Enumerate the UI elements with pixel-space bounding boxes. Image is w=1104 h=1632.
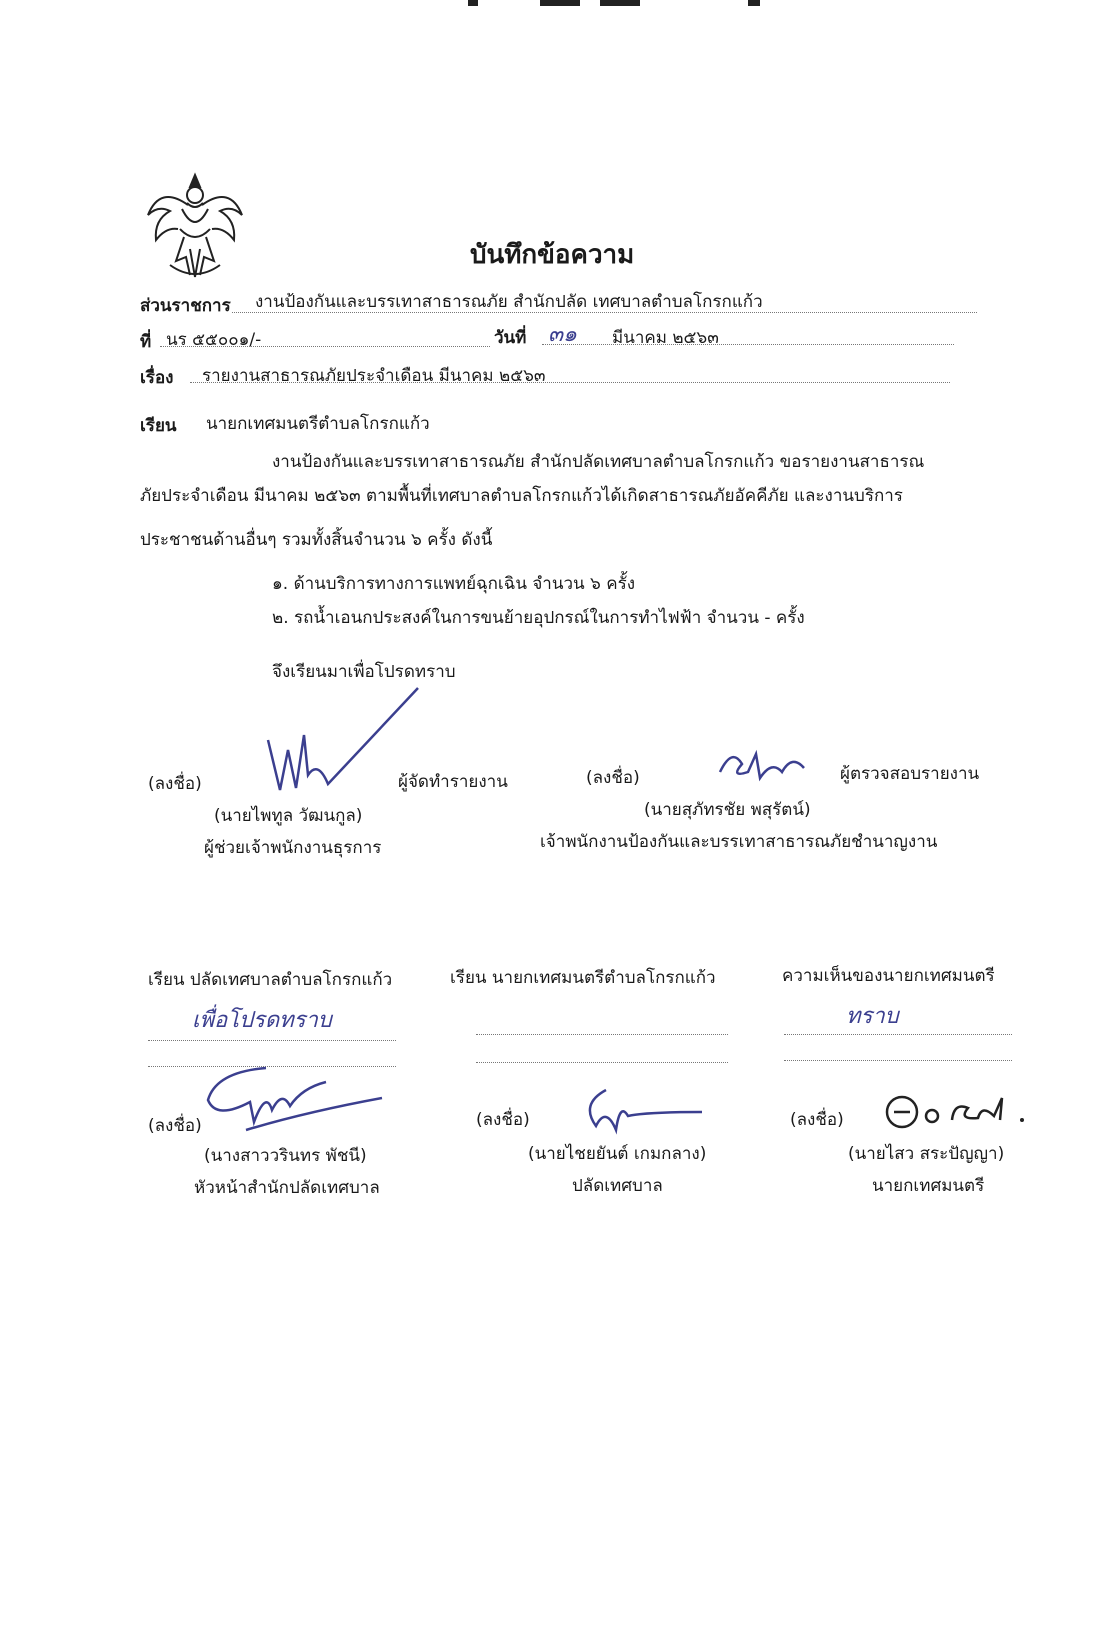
ref-dotted-line	[160, 346, 490, 347]
approval-col2-signature	[576, 1086, 706, 1136]
item-2: ๒. รถน้ำเอนกประสงค์ในการขนย้ายอุปกรณ์ในการทำไฟฟ้า จำนวน - ครั้ง	[272, 608, 805, 628]
approval-col3-dotted-line	[784, 1060, 1012, 1061]
preparer-role: ผู้จัดทำรายงาน	[398, 772, 508, 792]
preparer-name: (นายไพทูล วัฒนกูล)	[214, 806, 363, 826]
preparer-position: ผู้ช่วยเจ้าพนักงานธุรการ	[204, 838, 382, 858]
approval-col1-note: เพื่อโปรดทราบ	[192, 1008, 332, 1033]
agency-dotted-line	[232, 312, 977, 313]
body-line-2: ภัยประจำเดือน มีนาคม ๒๕๖๓ ตามพื้นที่เทศบาลตำบลโกรกแก้วได้เกิดสาธารณภัยอัคคีภัย และงานบริการ	[140, 486, 903, 506]
agency-value: งานป้องกันและบรรเทาสาธารณภัย สำนักปลัด เทศบาลตำบลโกรกแก้ว	[255, 292, 763, 312]
reviewer-sign-label: (ลงชื่อ)	[586, 768, 640, 788]
ref-label: ที่	[140, 332, 152, 352]
reviewer-position: เจ้าพนักงานป้องกันและบรรเทาสาธารณภัยชำนาญงาน	[540, 832, 938, 852]
agency-label: ส่วนราชการ	[140, 296, 231, 316]
reviewer-role: ผู้ตรวจสอบรายงาน	[840, 764, 980, 784]
approval-col3-signature	[882, 1090, 1032, 1130]
approval-col1-dotted-line	[148, 1040, 396, 1041]
scan-edge-mark	[468, 0, 478, 6]
body-line-1: งานป้องกันและบรรเทาสาธารณภัย สำนักปลัดเทศบาลตำบลโกรกแก้ว ขอรายงานสาธารณ	[272, 452, 925, 472]
approval-col2-dotted-line	[476, 1034, 728, 1035]
scan-edge-mark	[600, 0, 640, 6]
garuda-emblem-icon	[140, 165, 250, 289]
to-label: เรียน	[140, 416, 177, 436]
approval-col3-note: ทราบ	[846, 1004, 899, 1029]
approval-col1-signature	[206, 1060, 386, 1140]
approval-col3-position: นายกเทศมนตรี	[872, 1176, 985, 1196]
memo-title: บันทึกข้อความ	[470, 240, 635, 270]
subject-dotted-line	[190, 382, 950, 383]
reviewer-signature	[712, 742, 812, 792]
reviewer-name: (นายสุภัทรชัย พสุรัตน์)	[644, 800, 811, 820]
preparer-sign-label: (ลงชื่อ)	[148, 774, 202, 794]
approval-col2-dotted-line	[476, 1062, 728, 1063]
approval-col2-name: (นายไชยยันต์ เกมกลาง)	[528, 1144, 707, 1164]
approval-col2-sign-label: (ลงชื่อ)	[476, 1110, 530, 1130]
date-label: วันที่	[494, 328, 527, 348]
approval-col2-header: เรียน นายกเทศมนตรีตำบลโกรกแก้ว	[450, 968, 716, 988]
approval-col2-position: ปลัดเทศบาล	[572, 1176, 663, 1196]
date-day: ๓๑	[548, 322, 578, 347]
date-rest: มีนาคม ๒๕๖๓	[612, 328, 719, 348]
approval-col1-header: เรียน ปลัดเทศบาลตำบลโกรกแก้ว	[148, 970, 393, 990]
subject-label: เรื่อง	[140, 368, 174, 388]
approval-col3-header: ความเห็นของนายกเทศมนตรี	[782, 966, 995, 986]
closing-line: จึงเรียนมาเพื่อโปรดทราบ	[272, 662, 456, 682]
subject-value: รายงานสาธารณภัยประจำเดือน มีนาคม ๒๕๖๓	[202, 366, 546, 386]
item-1: ๑. ด้านบริการทางการแพทย์ฉุกเฉิน จำนวน ๖ ครั้ง	[272, 574, 636, 594]
approval-col3-sign-label: (ลงชื่อ)	[790, 1110, 844, 1130]
date-dotted-line	[542, 344, 954, 345]
ref-value: นร ๕๕๐๐๑/-	[166, 330, 262, 350]
approval-col3-dotted-line	[784, 1034, 1012, 1035]
approval-col1-name: (นางสาววรินทร พัชนี)	[204, 1146, 367, 1166]
approval-col1-position: หัวหน้าสำนักปลัดเทศบาล	[194, 1178, 380, 1198]
approval-col3-name: (นายไสว สระปัญญา)	[848, 1144, 1005, 1164]
scan-edge-mark	[748, 0, 760, 6]
body-line-3: ประชาชนด้านอื่นๆ รวมทั้งสิ้นจำนวน ๖ ครั้ง ดังนี้	[140, 530, 493, 550]
to-value: นายกเทศมนตรีตำบลโกรกแก้ว	[206, 414, 430, 434]
approval-col1-sign-label: (ลงชื่อ)	[148, 1116, 202, 1136]
scan-edge-mark	[540, 0, 580, 6]
